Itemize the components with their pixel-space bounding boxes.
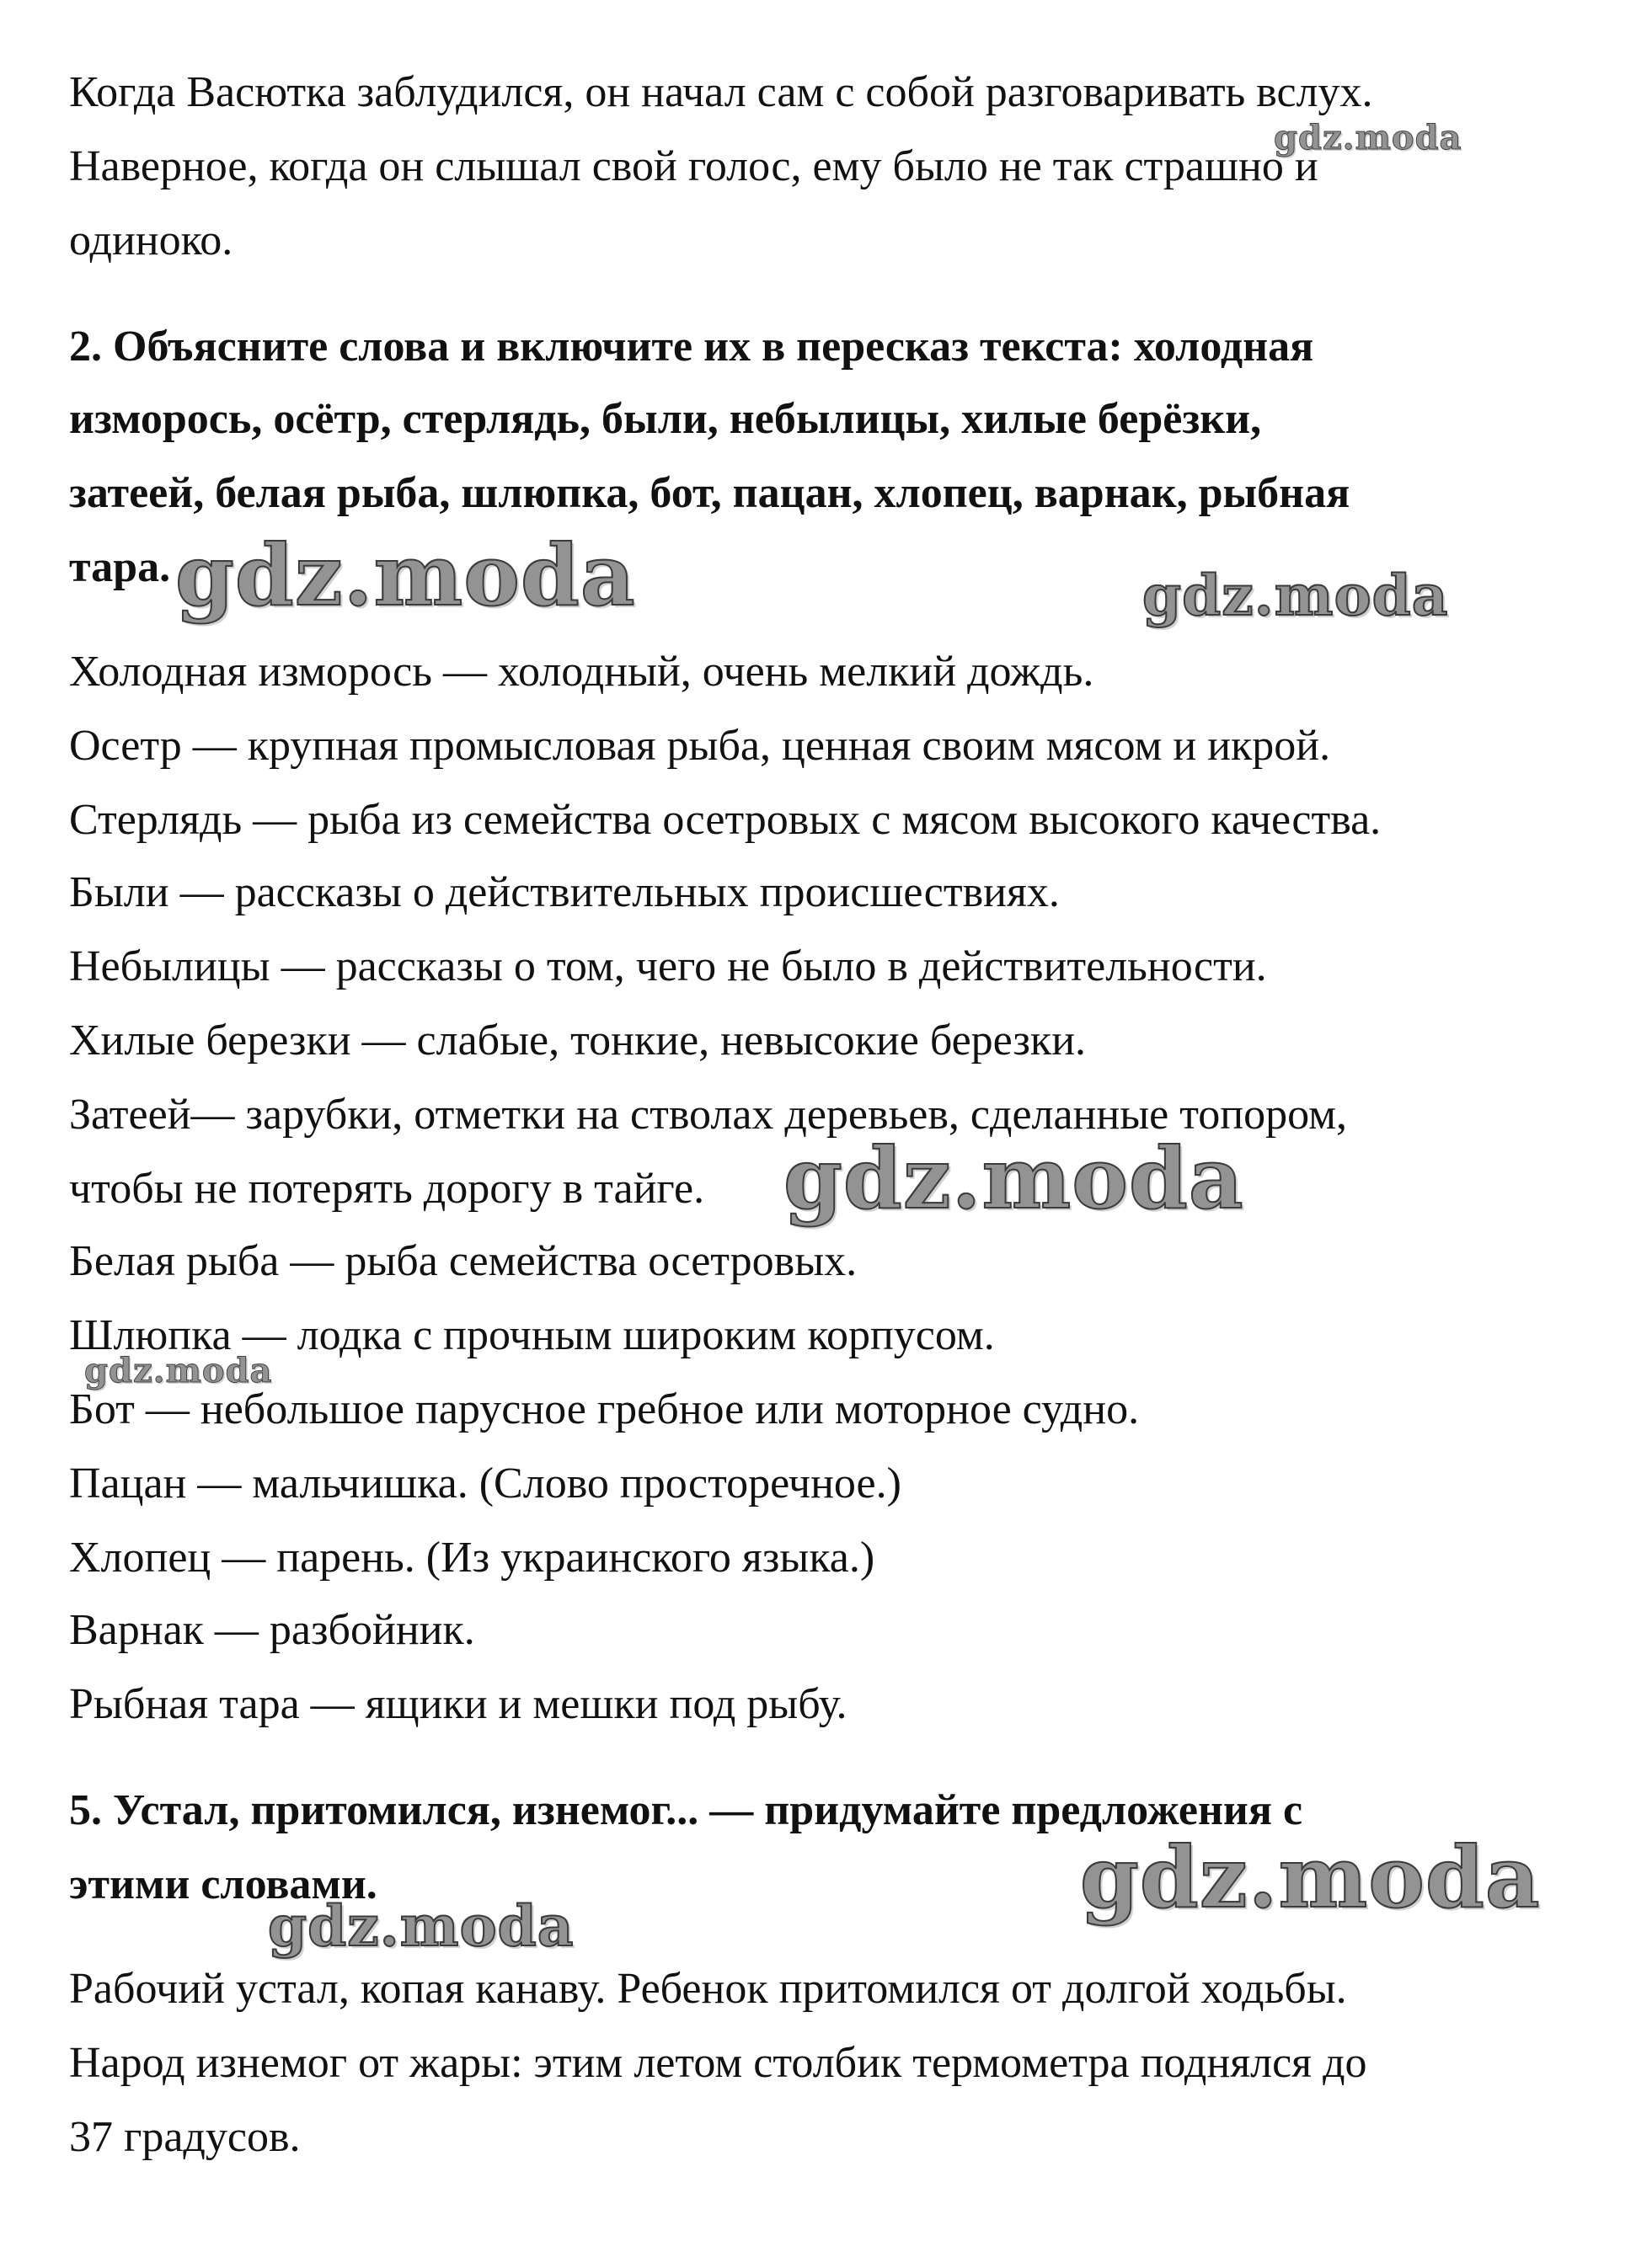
task2-heading-line-1: 2. Объясните слова и включите их в пересказ текста: холодная bbox=[69, 323, 1314, 371]
definition-line: Бот — небольшое парусное гребное или моторное судно. bbox=[69, 1385, 1140, 1433]
definition-line: Хлопец — парень. (Из украинского языка.) bbox=[69, 1534, 875, 1582]
definition-line: Осетр — крупная промысловая рыба, ценная своим мясом и икрой. bbox=[69, 722, 1331, 770]
task2-heading-line-2: изморось, осётр, стерлядь, были, небылицы, хилые берёзки, bbox=[69, 395, 1262, 443]
watermark-logo: gdz.moda bbox=[84, 1351, 273, 1390]
task5-answer-line-1: Рабочий устал, копая канаву. Ребенок притомился от долгой ходьбы. bbox=[69, 1965, 1347, 2013]
definition-line: Пацан — мальчишка. (Слово просторечное.) bbox=[69, 1460, 901, 1508]
definition-line: чтобы не потерять дорогу в тайге. bbox=[69, 1165, 705, 1213]
definition-line: Варнак — разбойник. bbox=[69, 1606, 475, 1654]
watermark-logo: gdz.moda bbox=[783, 1129, 1244, 1228]
definition-line: Холодная изморось — холодный, очень мелкий дождь. bbox=[69, 648, 1094, 696]
watermark-logo: gdz.moda bbox=[1080, 1828, 1541, 1927]
definition-line: Хилые березки — слабые, тонкие, невысокие березки. bbox=[69, 1017, 1087, 1065]
definition-line: Затеей— зарубки, отметки на стволах деревьев, сделанные топором, bbox=[69, 1091, 1348, 1139]
definition-line: Стерлядь — рыба из семейства осетровых с мясом высокого качества. bbox=[69, 796, 1382, 844]
task2-heading-line-3: затеей, белая рыба, шлюпка, бот, пацан, хлопец, варнак, рыбная bbox=[69, 469, 1350, 517]
definition-line: Шлюпка — лодка с прочным широким корпусом. bbox=[69, 1311, 995, 1359]
task2-heading-line-4: тара. bbox=[69, 543, 171, 591]
definition-line: Рыбная тара — ящики и мешки под рыбу. bbox=[69, 1680, 847, 1728]
watermark-logo: gdz.moda bbox=[1274, 118, 1462, 157]
definition-line: Белая рыба — рыба семейства осетровых. bbox=[69, 1237, 858, 1285]
definition-line: Небылицы — рассказы о том, чего не было в действительности. bbox=[69, 942, 1267, 990]
intro-line-3: одиноко. bbox=[69, 216, 233, 264]
definition-line: Были — рассказы о действительных происшествиях. bbox=[69, 868, 1060, 916]
task5-answer-line-2: Народ изнемог от жары: этим летом столбик термометра поднялся до bbox=[69, 2039, 1367, 2087]
watermark-logo: gdz.moda bbox=[175, 526, 636, 625]
task5-answer-line-3: 37 градусов. bbox=[69, 2113, 301, 2161]
intro-line-2: Наверное, когда он слышал свой голос, ему было не так страшно и bbox=[69, 142, 1318, 190]
intro-line-1: Когда Васютка заблудился, он начал сам с собой разговаривать вслух. bbox=[69, 68, 1373, 116]
task5-heading-line-2: этими словами. bbox=[69, 1860, 377, 1908]
watermark-logo: gdz.moda bbox=[268, 1893, 575, 1959]
watermark-logo: gdz.moda bbox=[1142, 563, 1449, 628]
task5-heading-line-1: 5. Устал, притомился, изнемог... — придумайте предложения с bbox=[69, 1786, 1303, 1834]
